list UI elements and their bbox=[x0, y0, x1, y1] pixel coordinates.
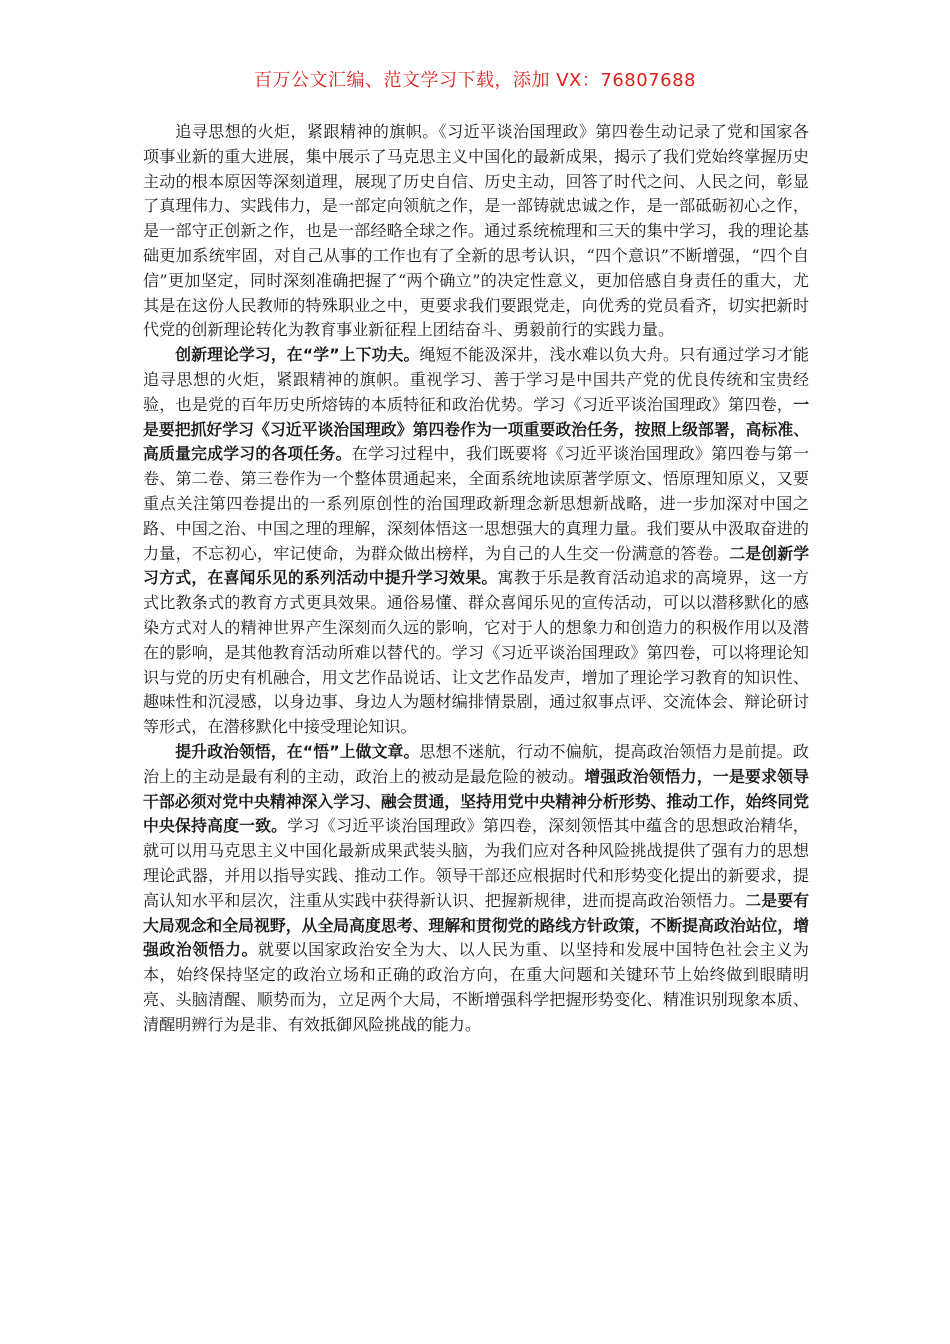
text-segment: 寓教于乐是教育活动追求的高境界，这一方式比教条式的教育方式更具效果。通俗易懂、群众喜闻乐见的宣传活动，可以以潜移默化的感染方式对人的精神世界产生深刻而久远的影响，它对于人的想象力和创造力的积极作用以及潜在的影响，是其他教育活动所难以替代的。学习《习近平谈治国理政》第四卷，可以将理论知识与党的历史有机融合，用文艺作品说话、让文艺作品发声，增加了理论学习教育的知识性、趣味性和沉浸感，以身边事、身边人为题材编排情景剧，通过叙事点评、交流体会、辩论研讨等形式，在潜移默化中接受理论知识。 bbox=[143, 568, 809, 737]
bold-point-one: 增强政治领悟力，一是要求领导干部必须对党中央精神深入学习、融会贯通，坚持用党中央精神分析形势、推动工作，始终同党中央保持高度一致。 bbox=[143, 766, 809, 836]
paragraph-3 bbox=[143, 740, 809, 1038]
document-body bbox=[143, 120, 809, 1037]
text-segment: 绳短不能汲深井，浅水难以负大舟。只有通过学习才能追寻思想的火炬，紧跟精神的旗帜。重视学习、善于学习是中国共产党的优良传统和宝贵经验，也是党的百年历史所熔铸的本质特征和政治优势。学习《习近平谈治国理政》第四卷， bbox=[143, 345, 810, 414]
section-heading-study: 创新理论学习，在“学”上下功夫。 bbox=[175, 345, 420, 365]
text-segment: 追寻思想的火炬，紧跟精神的旗帜。《习近平谈治国理政》第四卷生动记录了党和国家各项事业新的重大进展，集中展示了马克思主义中国化的最新成果，揭示了我们党始终掌握历史主动的根本原因等深刻道理，展现了历史自信、历史主动，回答了时代之问、人民之问，彰显了真理伟力、实践伟力，是一部定向领航之作，是一部铸就忠诚之作，是一部砥砺初心之作，是一部守正创新之作，也是一部经略全球之作。通过系统梳理和三天的集中学习，我的理论基础更加系统牢固，对自己从事的工作也有了全新的思考认识，“四个意识”不断增强，“四个自信”更加坚定，同时深刻准确把握了“两个确立”的决定性意义，更加倍感自身责任的重大，尤其是在这份人民教师的特殊职业之中，更要求我们要跟党走，向优秀的党员看齐，切实把新时代党的创新理论转化为教育事业新征程上团结奋斗、勇毅前行的实践力量。 bbox=[143, 122, 809, 340]
header-watermark: 百万公文汇编、范文学习下载，添加 VX：76807688 bbox=[254, 70, 696, 91]
bold-point-two: 二是创新学习方式，在喜闻乐见的系列活动中提升学习效果。 bbox=[143, 543, 809, 588]
section-heading-understanding: 提升政治领悟，在“悟”上做文章。 bbox=[175, 741, 420, 761]
bold-point-one: 一是要把抓好学习《习近平谈治国理政》第四卷作为一项重要政治任务，按照上级部署，高标准、高质量完成学习的各项任务。 bbox=[143, 394, 809, 464]
text-segment: 就要以国家政治安全为大、以人民为重、以坚持和发展中国特色社会主义为本，始终保持坚定的政治立场和正确的政治方向，在重大问题和关键环节上始终做到眼睛明亮、头脑清醒、顺势而为，立足两个大局，不断增强科学把握形势变化、精准识别现象本质、清醒明辨行为是非、有效抵御风险挑战的能力。 bbox=[143, 940, 809, 1034]
text-segment: 在学习过程中，我们既要将《习近平谈治国理政》第四卷与第一卷、第二卷、第三卷作为一个整体贯通起来，全面系统地读原著学原文、悟原理知原义，又要重点关注第四卷提出的一系列原创性的治国理政新理念新思想新战略，进一步加深对中国之路、中国之治、中国之理的理解，深刻体悟这一思想强大的真理力量。我们要从中汲取奋进的力量，不忘初心，牢记使命，为群众做出榜样，为自己的人生交一份满意的答卷。 bbox=[143, 444, 809, 563]
text-segment: 学习《习近平谈治国理政》第四卷，深刻领悟其中蕴含的思想政治精华，就可以用马克思主义中国化最新成果武装头脑，为我们应对各种风险挑战提供了强有力的思想理论武器，并用以指导实践、推动工作。领导干部还应根据时代和形势变化提出的新要求，提高认知水平和层次，注重从实践中获得新认识、把握新规律，进而提高政治领悟力。 bbox=[143, 816, 809, 910]
bold-point-two: 二是要有大局观念和全局视野，从全局高度思考、理解和贯彻党的路线方针政策，不断提高政治站位，增强政治领悟力。 bbox=[143, 890, 809, 960]
text-segment: 思想不迷航，行动不偏航，提高政治领悟力是前提。政治上的主动是最有利的主动，政治上的被动是最危险的被动。 bbox=[143, 741, 810, 786]
paragraph-1 bbox=[143, 120, 809, 343]
paragraph-2 bbox=[143, 343, 809, 740]
